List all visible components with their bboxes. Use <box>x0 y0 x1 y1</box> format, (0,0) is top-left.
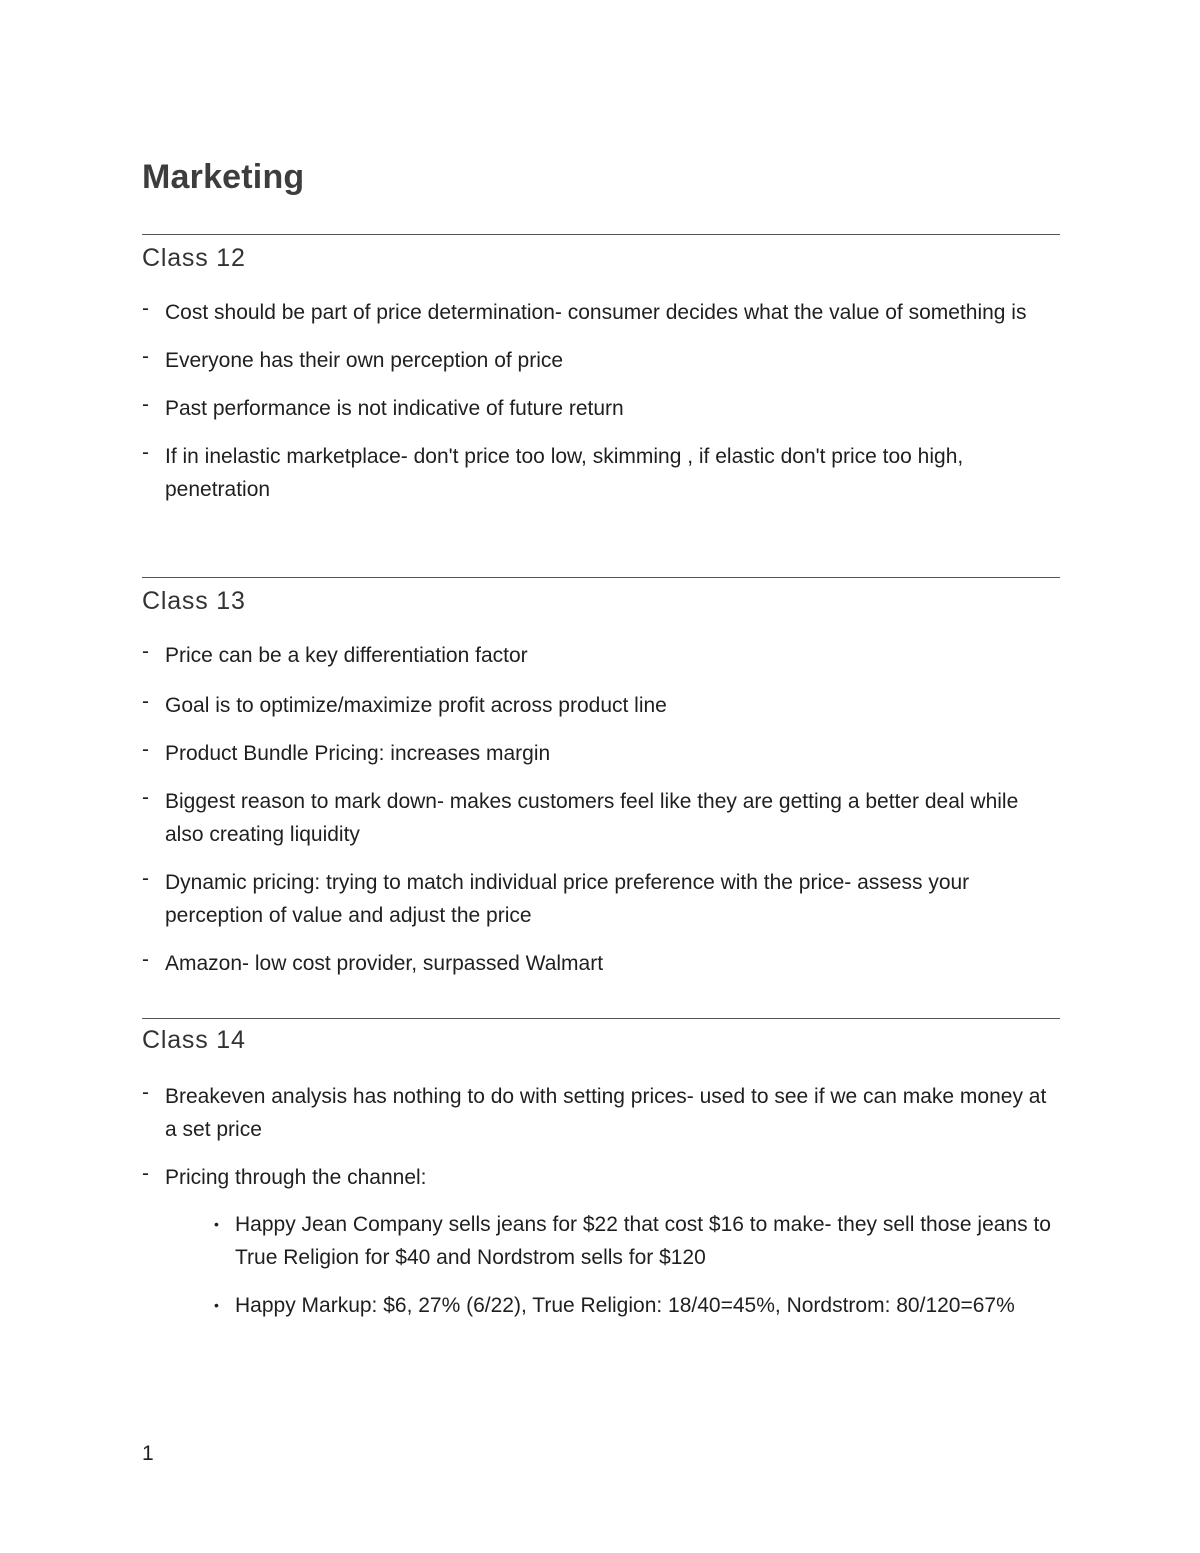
bullet-text: Product Bundle Pricing: increases margin <box>165 742 551 765</box>
section-heading: Class 13 <box>142 587 246 615</box>
list-item <box>142 866 1060 932</box>
bullet-list <box>142 296 1060 506</box>
section-class-13 <box>142 577 1060 975</box>
dash-bullet-icon: - <box>142 867 149 890</box>
dash-bullet-icon: - <box>142 1081 149 1104</box>
list-item <box>142 296 1060 329</box>
bullet-text: Pricing through the channel: <box>165 1166 427 1189</box>
page-number: 1 <box>142 1442 154 1465</box>
dash-bullet-icon: - <box>142 393 149 416</box>
list-item <box>142 947 1060 980</box>
list-item <box>142 785 1060 851</box>
sub-bullet-text: Happy Markup: $6, 27% (6/22), True Religion: 18/40=45%, Nordstrom: 80/120=67% <box>235 1294 1015 1317</box>
list-item <box>212 1208 1060 1274</box>
dot-bullet-icon: • <box>214 1216 219 1232</box>
bullet-text: Cost should be part of price determination- consumer decides what the value of something is <box>165 301 1027 324</box>
list-item <box>142 1161 1060 1194</box>
dot-bullet-icon: • <box>214 1297 219 1313</box>
bullet-list <box>142 639 1060 980</box>
bullet-text: Biggest reason to mark down- makes customers feel like they are getting a better deal while also creating liquidity <box>165 790 1019 846</box>
bullet-text: Breakeven analysis has nothing to do with setting prices- used to see if we can make money at a set price <box>165 1085 1047 1141</box>
section-divider <box>142 1018 1060 1019</box>
dash-bullet-icon: - <box>142 1162 149 1185</box>
list-item <box>142 1080 1060 1146</box>
dash-bullet-icon: - <box>142 690 149 713</box>
bullet-text: Past performance is not indicative of future return <box>165 397 624 420</box>
list-item <box>142 689 1060 722</box>
bullet-text: Price can be a key differentiation factor <box>165 644 528 667</box>
list-item <box>142 392 1060 425</box>
section-class-12 <box>142 234 1060 501</box>
section-heading: Class 14 <box>142 1026 246 1054</box>
list-item <box>142 737 1060 770</box>
list-item <box>142 440 1060 506</box>
dash-bullet-icon: - <box>142 441 149 464</box>
dash-bullet-icon: - <box>142 345 149 368</box>
bullet-text: If in inelastic marketplace- don't price too low, skimming , if elastic don't price too high, penetration <box>165 445 964 501</box>
list-item <box>212 1289 1060 1322</box>
bullet-text: Goal is to optimize/maximize profit across product line <box>165 694 667 717</box>
dash-bullet-icon: - <box>142 738 149 761</box>
sub-bullet-text: Happy Jean Company sells jeans for $22 that cost $16 to make- they sell those jeans to True Religion for $40 and Nordstrom sells for $120 <box>235 1213 1051 1269</box>
section-class-14 <box>142 1018 1060 1317</box>
dash-bullet-icon: - <box>142 948 149 971</box>
dash-bullet-icon: - <box>142 640 149 663</box>
bullet-text: Amazon- low cost provider, surpassed Walmart <box>165 952 604 975</box>
document-title: Marketing <box>142 158 305 196</box>
section-divider <box>142 577 1060 578</box>
sub-bullet-list <box>212 1208 1060 1322</box>
bullet-text: Dynamic pricing: trying to match individual price preference with the price- assess your perception of value and adjust the price <box>165 871 970 927</box>
bullet-text: Everyone has their own perception of price <box>165 349 564 372</box>
dash-bullet-icon: - <box>142 297 149 320</box>
list-item <box>142 639 1060 672</box>
bullet-list <box>142 1080 1060 1194</box>
dash-bullet-icon: - <box>142 786 149 809</box>
section-heading: Class 12 <box>142 244 246 272</box>
list-item <box>142 344 1060 377</box>
section-divider <box>142 234 1060 235</box>
